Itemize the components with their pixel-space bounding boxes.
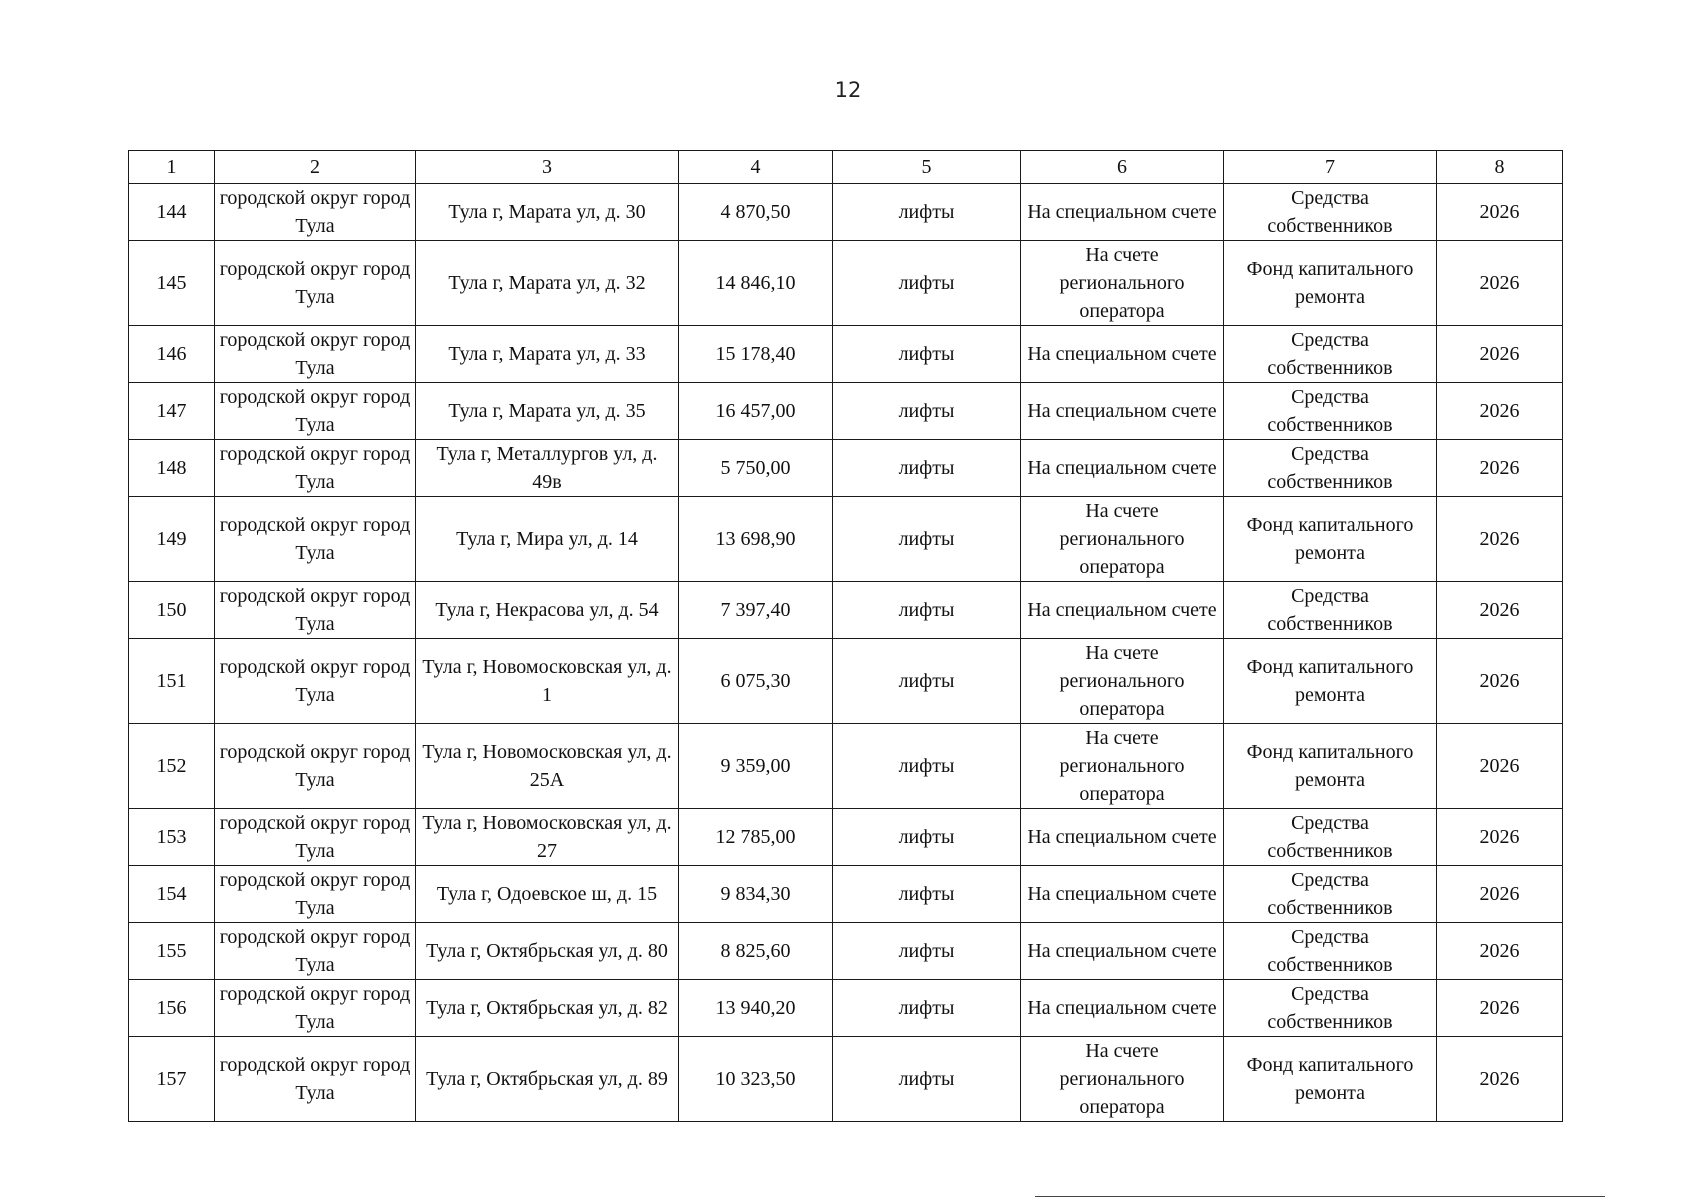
address-cell: Тула г, Марата ул, д. 33 bbox=[416, 326, 679, 383]
area-cell: 9 834,30 bbox=[679, 866, 833, 923]
year-cell: 2026 bbox=[1437, 326, 1563, 383]
column-number-row bbox=[129, 151, 1563, 184]
table-row bbox=[129, 923, 1563, 980]
area-cell: 6 075,30 bbox=[679, 639, 833, 724]
address-cell: Тула г, Некрасова ул, д. 54 bbox=[416, 582, 679, 639]
area-cell: 16 457,00 bbox=[679, 383, 833, 440]
year-cell: 2026 bbox=[1437, 497, 1563, 582]
row-number-cell: 148 bbox=[129, 440, 215, 497]
municipality-cell: городской округ город Тула bbox=[215, 383, 416, 440]
column-number: 8 bbox=[1437, 151, 1563, 184]
table-row bbox=[129, 497, 1563, 582]
funding-source-cell: Фонд капитального ремонта bbox=[1224, 639, 1437, 724]
work-type-cell: лифты bbox=[833, 809, 1021, 866]
funding-source-cell: Средства собственников bbox=[1224, 440, 1437, 497]
area-cell: 13 698,90 bbox=[679, 497, 833, 582]
address-cell: Тула г, Октябрьская ул, д. 89 bbox=[416, 1037, 679, 1122]
row-number-cell: 155 bbox=[129, 923, 215, 980]
area-cell: 14 846,10 bbox=[679, 241, 833, 326]
funding-source-cell: Средства собственников bbox=[1224, 866, 1437, 923]
address-cell: Тула г, Новомосковская ул, д. 25А bbox=[416, 724, 679, 809]
work-type-cell: лифты bbox=[833, 497, 1021, 582]
table-row bbox=[129, 241, 1563, 326]
column-number: 6 bbox=[1021, 151, 1224, 184]
account-type-cell: На специальном счете bbox=[1021, 383, 1224, 440]
area-cell: 7 397,40 bbox=[679, 582, 833, 639]
year-cell: 2026 bbox=[1437, 923, 1563, 980]
address-cell: Тула г, Одоевское ш, д. 15 bbox=[416, 866, 679, 923]
municipality-cell: городской округ город Тула bbox=[215, 497, 416, 582]
work-type-cell: лифты bbox=[833, 980, 1021, 1037]
funding-source-cell: Фонд капитального ремонта bbox=[1224, 241, 1437, 326]
row-number-cell: 156 bbox=[129, 980, 215, 1037]
work-type-cell: лифты bbox=[833, 1037, 1021, 1122]
address-cell: Тула г, Новомосковская ул, д. 27 bbox=[416, 809, 679, 866]
work-type-cell: лифты bbox=[833, 724, 1021, 809]
table-row bbox=[129, 980, 1563, 1037]
work-type-cell: лифты bbox=[833, 383, 1021, 440]
year-cell: 2026 bbox=[1437, 809, 1563, 866]
work-type-cell: лифты bbox=[833, 440, 1021, 497]
account-type-cell: На специальном счете bbox=[1021, 582, 1224, 639]
municipality-cell: городской округ город Тула bbox=[215, 440, 416, 497]
address-cell: Тула г, Марата ул, д. 30 bbox=[416, 184, 679, 241]
table-row bbox=[129, 184, 1563, 241]
address-cell: Тула г, Мира ул, д. 14 bbox=[416, 497, 679, 582]
row-number-cell: 153 bbox=[129, 809, 215, 866]
funding-source-cell: Средства собственников bbox=[1224, 326, 1437, 383]
municipality-cell: городской округ город Тула bbox=[215, 980, 416, 1037]
column-number: 5 bbox=[833, 151, 1021, 184]
work-type-cell: лифты bbox=[833, 923, 1021, 980]
row-number-cell: 145 bbox=[129, 241, 215, 326]
account-type-cell: На специальном счете bbox=[1021, 440, 1224, 497]
year-cell: 2026 bbox=[1437, 582, 1563, 639]
funding-source-cell: Средства собственников bbox=[1224, 582, 1437, 639]
area-cell: 12 785,00 bbox=[679, 809, 833, 866]
municipality-cell: городской округ город Тула bbox=[215, 923, 416, 980]
table-row bbox=[129, 440, 1563, 497]
work-type-cell: лифты bbox=[833, 184, 1021, 241]
year-cell: 2026 bbox=[1437, 866, 1563, 923]
table-row bbox=[129, 582, 1563, 639]
year-cell: 2026 bbox=[1437, 980, 1563, 1037]
account-type-cell: На специальном счете bbox=[1021, 980, 1224, 1037]
column-number: 3 bbox=[416, 151, 679, 184]
row-number-cell: 147 bbox=[129, 383, 215, 440]
column-number: 7 bbox=[1224, 151, 1437, 184]
table-row bbox=[129, 639, 1563, 724]
work-type-cell: лифты bbox=[833, 582, 1021, 639]
address-cell: Тула г, Новомосковская ул, д. 1 bbox=[416, 639, 679, 724]
work-type-cell: лифты bbox=[833, 241, 1021, 326]
year-cell: 2026 bbox=[1437, 639, 1563, 724]
bottom-rule bbox=[1035, 1196, 1605, 1197]
municipality-cell: городской округ город Тула bbox=[215, 809, 416, 866]
row-number-cell: 149 bbox=[129, 497, 215, 582]
funding-source-cell: Фонд капитального ремонта bbox=[1224, 497, 1437, 582]
table-row bbox=[129, 383, 1563, 440]
address-cell: Тула г, Марата ул, д. 32 bbox=[416, 241, 679, 326]
account-type-cell: На специальном счете bbox=[1021, 326, 1224, 383]
row-number-cell: 157 bbox=[129, 1037, 215, 1122]
municipality-cell: городской округ город Тула bbox=[215, 724, 416, 809]
column-number: 2 bbox=[215, 151, 416, 184]
area-cell: 9 359,00 bbox=[679, 724, 833, 809]
municipality-cell: городской округ город Тула bbox=[215, 184, 416, 241]
work-type-cell: лифты bbox=[833, 639, 1021, 724]
table-row bbox=[129, 724, 1563, 809]
funding-source-cell: Средства собственников bbox=[1224, 923, 1437, 980]
municipality-cell: городской округ город Тула bbox=[215, 639, 416, 724]
year-cell: 2026 bbox=[1437, 724, 1563, 809]
year-cell: 2026 bbox=[1437, 440, 1563, 497]
work-type-cell: лифты bbox=[833, 326, 1021, 383]
account-type-cell: На специальном счете bbox=[1021, 866, 1224, 923]
row-number-cell: 150 bbox=[129, 582, 215, 639]
row-number-cell: 151 bbox=[129, 639, 215, 724]
area-cell: 5 750,00 bbox=[679, 440, 833, 497]
account-type-cell: На счете регионального оператора bbox=[1021, 639, 1224, 724]
account-type-cell: На специальном счете bbox=[1021, 809, 1224, 866]
area-cell: 15 178,40 bbox=[679, 326, 833, 383]
table-row bbox=[129, 326, 1563, 383]
area-cell: 10 323,50 bbox=[679, 1037, 833, 1122]
area-cell: 4 870,50 bbox=[679, 184, 833, 241]
row-number-cell: 146 bbox=[129, 326, 215, 383]
table-row bbox=[129, 1037, 1563, 1122]
page-number: 12 bbox=[834, 78, 862, 102]
column-number: 1 bbox=[129, 151, 215, 184]
municipality-cell: городской округ город Тула bbox=[215, 1037, 416, 1122]
year-cell: 2026 bbox=[1437, 383, 1563, 440]
address-cell: Тула г, Металлургов ул, д. 49в bbox=[416, 440, 679, 497]
municipality-cell: городской округ город Тула bbox=[215, 326, 416, 383]
account-type-cell: На счете регионального оператора bbox=[1021, 497, 1224, 582]
municipality-cell: городской округ город Тула bbox=[215, 866, 416, 923]
funding-source-cell: Средства собственников bbox=[1224, 184, 1437, 241]
funding-source-cell: Фонд капитального ремонта bbox=[1224, 1037, 1437, 1122]
table-row bbox=[129, 866, 1563, 923]
address-cell: Тула г, Марата ул, д. 35 bbox=[416, 383, 679, 440]
account-type-cell: На счете регионального оператора bbox=[1021, 724, 1224, 809]
municipality-cell: городской округ город Тула bbox=[215, 582, 416, 639]
account-type-cell: На счете регионального оператора bbox=[1021, 241, 1224, 326]
area-cell: 13 940,20 bbox=[679, 980, 833, 1037]
capital-repair-table bbox=[128, 150, 1563, 1122]
account-type-cell: На специальном счете bbox=[1021, 184, 1224, 241]
row-number-cell: 144 bbox=[129, 184, 215, 241]
column-number: 4 bbox=[679, 151, 833, 184]
year-cell: 2026 bbox=[1437, 241, 1563, 326]
funding-source-cell: Фонд капитального ремонта bbox=[1224, 724, 1437, 809]
year-cell: 2026 bbox=[1437, 1037, 1563, 1122]
funding-source-cell: Средства собственников bbox=[1224, 980, 1437, 1037]
address-cell: Тула г, Октябрьская ул, д. 80 bbox=[416, 923, 679, 980]
year-cell: 2026 bbox=[1437, 184, 1563, 241]
table-row bbox=[129, 809, 1563, 866]
address-cell: Тула г, Октябрьская ул, д. 82 bbox=[416, 980, 679, 1037]
area-cell: 8 825,60 bbox=[679, 923, 833, 980]
account-type-cell: На специальном счете bbox=[1021, 923, 1224, 980]
municipality-cell: городской округ город Тула bbox=[215, 241, 416, 326]
account-type-cell: На счете регионального оператора bbox=[1021, 1037, 1224, 1122]
row-number-cell: 152 bbox=[129, 724, 215, 809]
row-number-cell: 154 bbox=[129, 866, 215, 923]
work-type-cell: лифты bbox=[833, 866, 1021, 923]
funding-source-cell: Средства собственников bbox=[1224, 383, 1437, 440]
funding-source-cell: Средства собственников bbox=[1224, 809, 1437, 866]
